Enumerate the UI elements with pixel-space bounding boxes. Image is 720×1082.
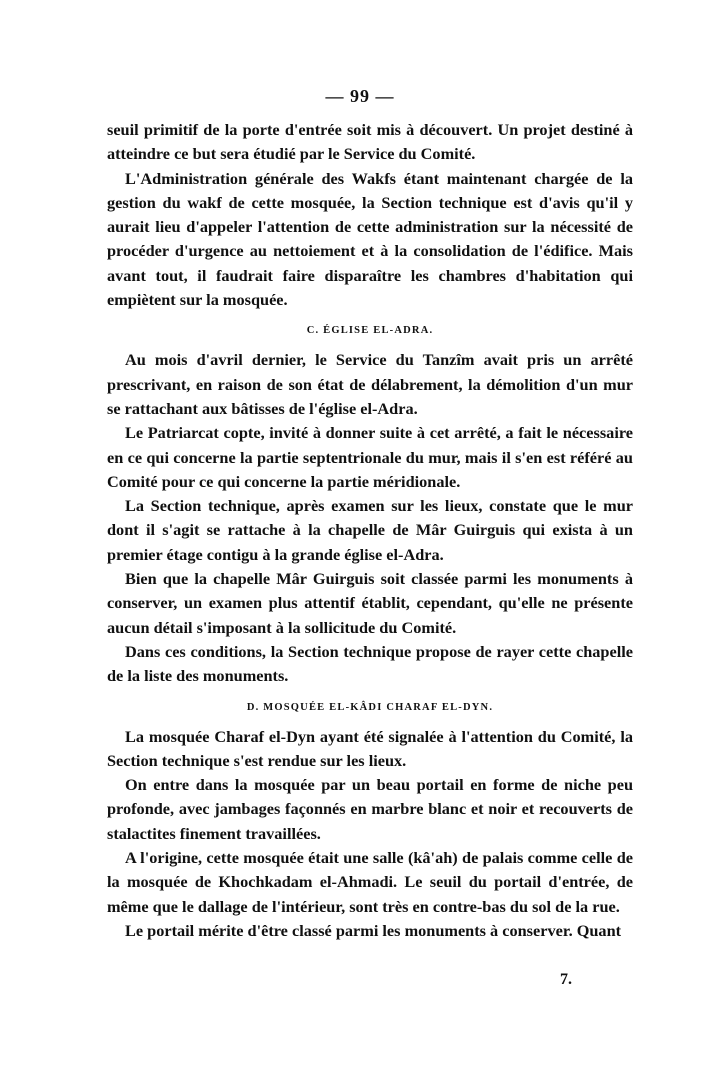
paragraph: La Section technique, après examen sur les lieux, constate que le mur dont il s'agit se rattache à la chapelle de Mâr Guirguis qui exista à un premier étage contigu à la grande église el-Adra. [107, 496, 633, 564]
section-heading-d: D. MOSQUÉE EL-KÂDI CHARAF EL-DYN. [246, 701, 494, 713]
signature-mark: 7. [560, 971, 572, 988]
paragraph: seuil primitif de la porte d'entrée soit mis à découvert. Un projet destiné à atteindre ce but sera étudié par le Service du Comité. [107, 120, 633, 164]
paragraph: La mosquée Charaf el-Dyn ayant été signalée à l'attention du Comité, la Section technique s'est rendue sur les lieux. [107, 726, 633, 770]
body-text [107, 118, 633, 943]
paragraph: Le Patriarcat copte, invité à donner suite à cet arrêté, a fait le nécessaire en ce qui concerne la partie septentrionale du mur, mais il s'en est référé au Comité pour ce qui concerne la partie méridionale. [107, 423, 633, 491]
paragraph: Le portail mérite d'être classé parmi les monuments à conserver. Quant [125, 920, 622, 940]
page-number: — 99 — [325, 86, 395, 106]
paragraph: Bien que la chapelle Mâr Guirguis soit classée parmi les monuments à conserver, un examen plus attentif établit, cependant, qu'elle ne présente aucun détail s'imposant à la sollicitude du Comité. [107, 569, 633, 637]
paragraph: A l'origine, cette mosquée était une salle (kâ'ah) de palais comme celle de la mosquée de Khochkadam el-Ahmadi. Le seuil du portail d'entrée, de même que le dallage de l'intérieur, sont très en contre-bas du sol de la rue. [107, 848, 633, 916]
paragraph: L'Administration générale des Wakfs étant maintenant chargée de la gestion du wakf de cette mosquée, la Section technique est d'avis qu'il y aurait lieu d'appeler l'attention de cette administration sur la nécessité de procéder d'urgence au nettoiement et à la consolidation de l'édifice. Mais avant tout, il faudrait faire disparaître les chambres d'habitation qui empiètent sur la mosquée. [107, 168, 633, 310]
paragraph: On entre dans la mosquée par un beau portail en forme de niche peu profonde, avec jambages façonnés en marbre blanc et noir et recouverts de stalactites finement travaillées. [107, 775, 633, 843]
paragraph: Dans ces conditions, la Section technique propose de rayer cette chapelle de la liste des monuments. [107, 641, 633, 686]
paragraph: Au mois d'avril dernier, le Service du Tanzîm avait pris un arrêté prescrivant, en raison de son état de délabrement, la démolition d'un mur se rattachant aux bâtisses de l'église el-Adra. [107, 350, 633, 418]
section-heading-c: C. ÉGLISE EL-ADRA. [306, 325, 434, 337]
